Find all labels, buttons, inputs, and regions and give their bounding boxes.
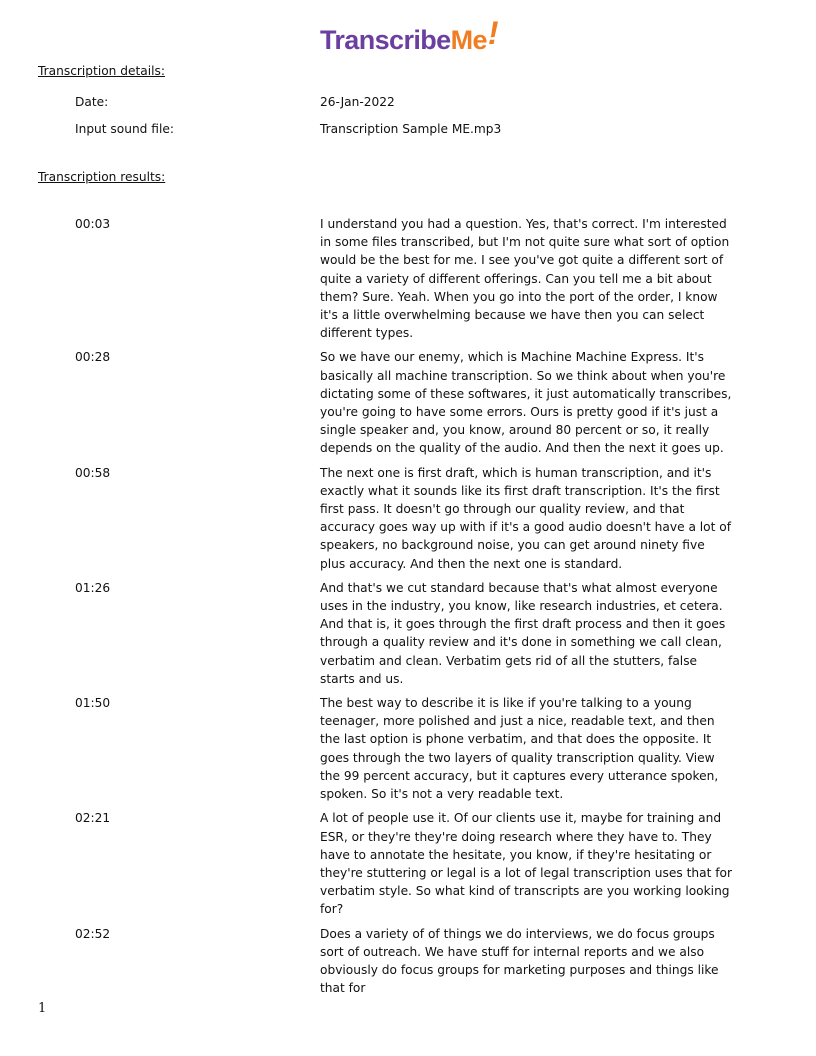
transcribeme-logo xyxy=(320,15,498,60)
transcript-segment xyxy=(0,809,816,918)
date-label: Date: xyxy=(75,95,109,109)
transcript-segments xyxy=(0,215,816,1003)
transcript-segment xyxy=(0,464,816,573)
segment-timestamp: 00:58 xyxy=(75,465,111,480)
input-sound-file-label: Input sound file: xyxy=(75,122,174,136)
input-sound-file-value: Transcription Sample ME.mp3 xyxy=(320,122,502,136)
transcription-details-heading: Transcription details: xyxy=(38,64,165,78)
segment-timestamp: 00:28 xyxy=(75,350,111,365)
page-number: 1 xyxy=(38,1001,47,1016)
segment-timestamp: 02:21 xyxy=(75,811,111,826)
segment-text: The best way to describe it is like if you're talking to a young teenager, more polished and just a nice, readable text, and then the last option is phone verbatim, and that does the opposite. It goes through the two layers of quality transcription quality. View the 99 percent accuracy, but it captures every utterance spoken, spoken. So it's not a very readable text. xyxy=(320,696,719,802)
segment-timestamp: 01:50 xyxy=(75,696,111,711)
date-value: 26-Jan-2022 xyxy=(320,95,395,109)
segment-text: And that's we cut standard because that's what almost everyone uses in the industry, you know, like research industries, et cetera. And that is, it goes through the first draft process and then it goes through a quality review and it's done in something we call clean, verbatim and clean. Verbatim gets rid of all the stutters, false starts and us. xyxy=(320,580,726,686)
segment-text: I understand you had a question. Yes, that's correct. I'm interested in some files transcribed, but I'm not quite sure what sort of option would be the best for me. I see you've got quite a different sort of quite a variety of different offerings. Can you tell me a bit about them? Sure. Yeah. When you go into the port of the order, I know it's a little overwhelming because we have then you can select different types. xyxy=(320,217,730,341)
segment-text: Does a variety of of things we do interviews, we do focus groups sort of outreach. We have stuff for internal reports and we also obviously do focus groups for marketing purposes and things like that for xyxy=(320,926,719,996)
transcript-segment xyxy=(0,579,816,688)
transcription-results-heading: Transcription results: xyxy=(38,170,166,184)
segment-timestamp: 00:03 xyxy=(75,217,111,231)
segment-text: A lot of people use it. Of our clients use it, maybe for training and ESR, or they're they're doing research where they have to. They have to annotate the hesitate, you know, if they're hesitating or they're stuttering or legal is a lot of legal transcription uses that for verbatim style. So what kind of transcripts are you working looking for? xyxy=(320,811,732,917)
logo-word-transcribe: Transcribe xyxy=(320,25,451,55)
segment-timestamp: 01:26 xyxy=(75,580,111,595)
segment-timestamp: 02:52 xyxy=(75,926,111,941)
segment-text: So we have our enemy, which is Machine Machine Express. It's basically all machine transcription. So we think about when you're dictating some of these softwares, it just automatically transcribes, you're going to have some errors. Ours is pretty good if it's just a single speaker and, you know, around 80 percent or so, it really depends on the quality of the audio. And then the next it goes up. xyxy=(320,350,732,456)
transcript-segment xyxy=(0,694,816,803)
segment-text: The next one is first draft, which is human transcription, and it's exactly what it sounds like its first draft transcription. It's the first first pass. It doesn't go through our quality review, and that accuracy goes way up with if it's a good audio doesn't have a lot of speakers, no background noise, you can get around ninety five plus accuracy. And then the next one is standard. xyxy=(320,465,732,571)
transcript-segment xyxy=(0,348,816,457)
transcript-segment xyxy=(0,215,816,342)
transcript-segment xyxy=(0,925,816,998)
logo-exclamation: ! xyxy=(487,15,498,51)
logo-word-me: Me xyxy=(450,25,487,55)
